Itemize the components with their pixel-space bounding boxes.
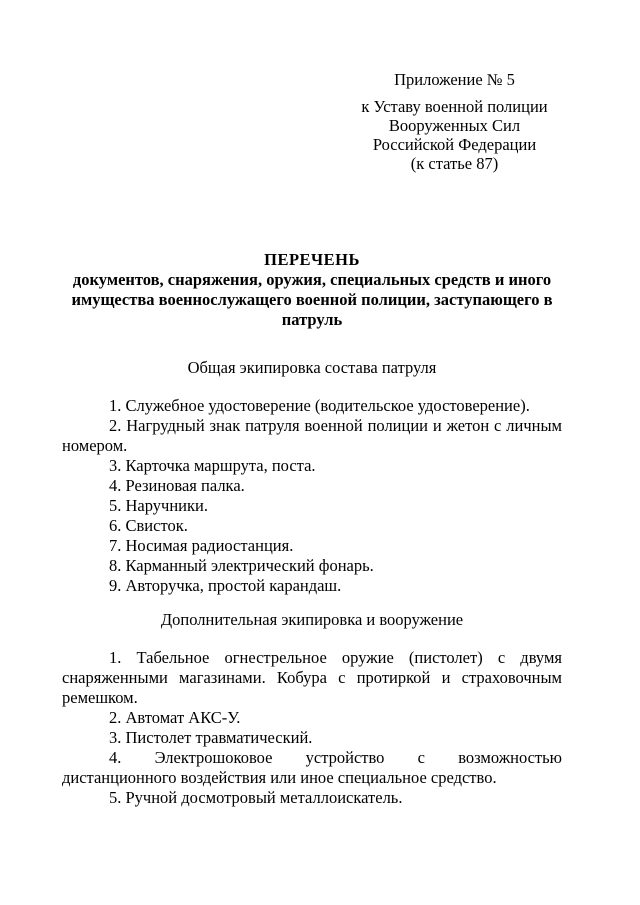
list-item: 4. Резиновая палка. (109, 476, 245, 495)
section-additional-equipment (62, 610, 562, 808)
reference-line: Вооруженных Сил (388, 116, 521, 135)
reference-line: Российской Федерации (372, 135, 537, 154)
reference-line: к Уставу военной полиции (361, 97, 548, 116)
section-heading: Общая экипировка состава патруля (187, 358, 437, 377)
list-item: 2. Нагрудный знак патруля военной полиции и жетон с личным номером. (62, 416, 562, 455)
document-title (62, 250, 562, 330)
list-item: 7. Носимая радиостанция. (109, 536, 294, 555)
list-item: 9. Авторучка, простой карандаш. (109, 576, 342, 595)
list-item: 5. Ручной досмотровый металлоискатель. (109, 788, 403, 807)
list-item: 2. Автомат АКС-У. (109, 708, 241, 727)
list-item: 5. Наручники. (109, 496, 208, 515)
section-general-equipment (62, 358, 562, 596)
list-item: 1. Служебное удостоверение (водительское удостоверение). (109, 396, 530, 415)
list-item: 4. Электрошоковое устройство с возможностью дистанционного воздействия или иное специальное средство. (62, 748, 562, 787)
appendix-number: Приложение № 5 (394, 70, 515, 89)
title-subtitle: документов, снаряжения, оружия, специальных средств и иного имущества военнослужащего военной полиции, заступающего в патруль (71, 270, 553, 329)
list-item: 1. Табельное огнестрельное оружие (пистолет) с двумя снаряженными магазинами. Кобура с протиркой и страховочным ремешком. (62, 648, 562, 707)
list-item: 3. Пистолет травматический. (109, 728, 313, 747)
section-heading: Дополнительная экипировка и вооружение (160, 610, 464, 629)
appendix-reference (347, 70, 562, 173)
document-content (62, 0, 562, 808)
list-item: 6. Свисток. (109, 516, 188, 535)
title-heading: ПЕРЕЧЕНЬ (264, 250, 360, 269)
list-item: 8. Карманный электрический фонарь. (109, 556, 374, 575)
reference-line: (к статье 87) (410, 154, 499, 173)
list-item: 3. Карточка маршрута, поста. (109, 456, 316, 475)
